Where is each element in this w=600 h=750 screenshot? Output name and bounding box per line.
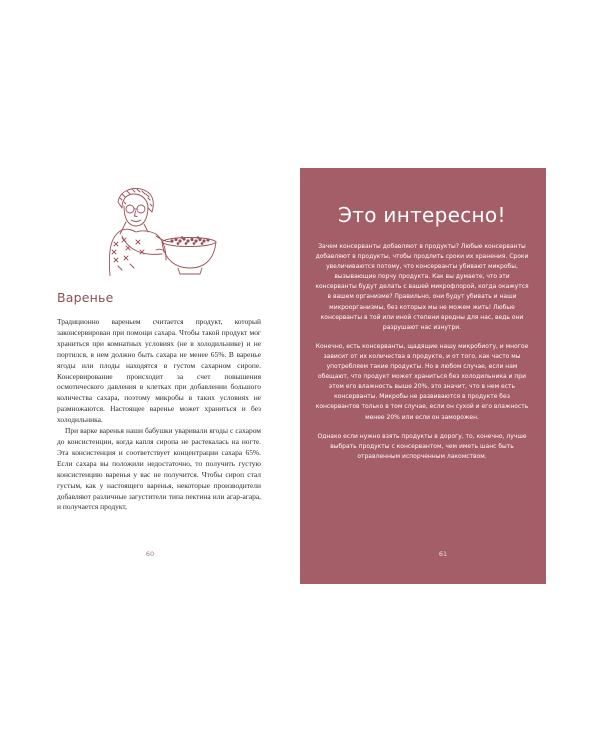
panel-title: Это интересно!: [338, 203, 506, 227]
page-number-right: 61: [438, 550, 448, 558]
interesting-fact-panel: [300, 168, 546, 584]
page-number-left: 60: [145, 550, 155, 558]
panel-paragraph: Однако если нужно взять продукты в дорогу, то, конечно, лучше выбрать продукты с консервантом, чем иметь шанс быть отравленным испорченным лакомством.: [317, 432, 527, 460]
body-paragraph: При варке варенья наши бабушки уваривали ягоды с сахаром до консистенции, когда капля сиропа не растекалась на ногте. Эта консистенция и соответствует концентрации сахара 65%. Если сахара вы положили недостаточно, то получить густую консистенцию варенья у вас не получится. Чтобы сироп стал густым, как у настоящего варенья, некоторые производители добавляют различные загустители типа пектина или агар-агара, и получается продукт,: [57, 426, 261, 512]
grandmother-with-berry-bowl-illustration: [96, 180, 220, 276]
body-text: [57, 317, 261, 513]
panel-paragraph: Конечно, есть консерванты, щадящие нашу микробиоту, и многое зависит от их количества в продукте, и от того, как часто мы употребляем такие продукты. Но в любом случае, если нам обещают, что продукт может храниться без холодильника и при этом его влажность выше 20%, это значит, что в нем есть консерванты. Микробы не развиваются в продукте без консервантов только в том случае, если он сухой и его влажность менее 20% или если он заморожен.: [315, 342, 529, 421]
panel-paragraph: Зачем консерванты добавляют в продукты? Любые консерванты добавляют в продукты, чтобы продлить сроки их хранения. Сроки увеличиваются потому, что консерванты убивают микробы, вызывающие порчу продукта. Как вы думаете, что эти консерванты будут делать с вашей микрофлорой, когда окажутся в вашем организме? Правильно, они будут убивать и наши микроорганизмы, без которых мы не можем жить! Любые консерванты в той или иной степени вредны для нас, ведь они разрушают нас изнутри.: [315, 243, 529, 331]
panel-text: [313, 242, 531, 471]
section-title: Варенье: [57, 290, 114, 305]
body-paragraph: Традиционно вареньем считается продукт, который законсервирован при помощи сахара. Чтобы такой продукт мог храниться при комнатных условиях (не в холодильнике) и не портился, в нем должно быть сахара не менее 65%. В варенье ягоды или плоды находятся в густом сахарном сиропе. Консервирование происходит за счет повышения осмотического давления в клетках при добавлении большого количества сахара, поэтому микробы в таких условиях не размножаются. Настоящее варенье может храниться и без холодильника.: [57, 317, 261, 425]
